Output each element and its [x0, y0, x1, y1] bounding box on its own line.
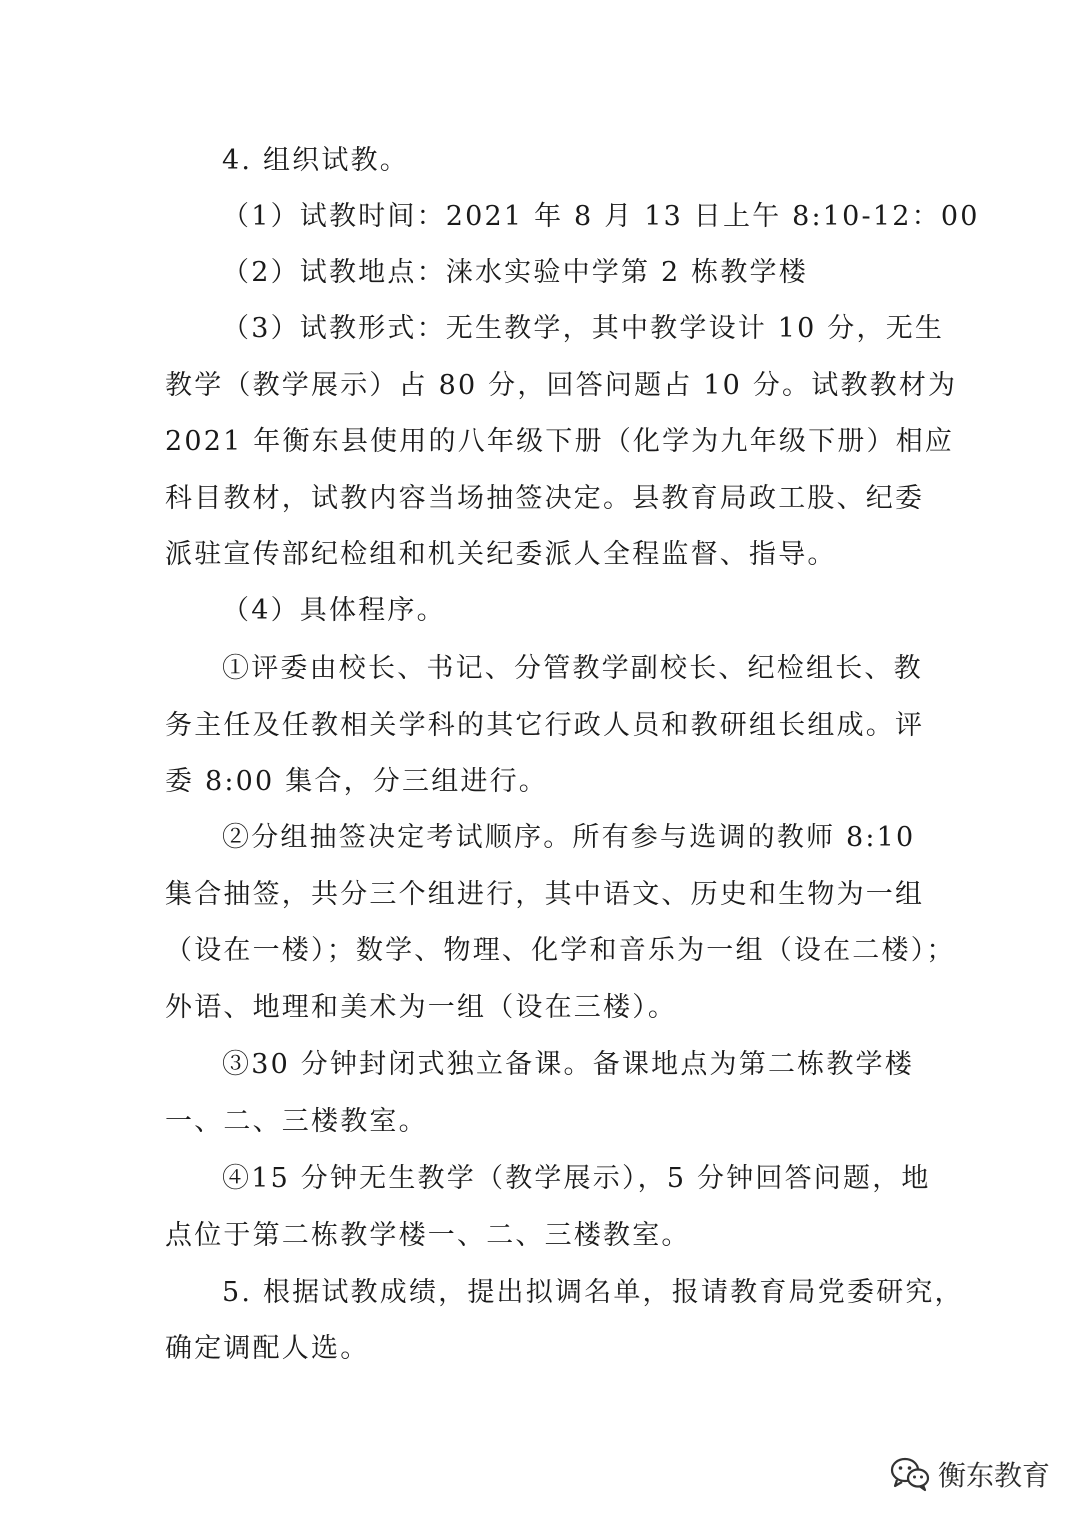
paragraph-line: （4）具体程序。: [222, 595, 446, 626]
paragraph-line: 外语、地理和美术为一组（设在三楼）。: [165, 992, 678, 1023]
paragraph-line: 集合抽签，共分三个组进行，其中语文、历史和生物为一组: [165, 879, 925, 910]
paragraph-line: 点位于第二栋教学楼一、二、三楼教室。: [165, 1220, 691, 1251]
paragraph-line: 4. 组织试教。: [222, 145, 409, 176]
paragraph-line: （设在一楼）；数学、物理、化学和音乐为一组（设在二楼）；: [165, 935, 956, 966]
paragraph-line: 派驻宣传部纪检组和机关纪委派人全程监督、指导。: [165, 539, 837, 570]
paragraph-line: ②分组抽签决定考试顺序。所有参与选调的教师 8:10: [222, 822, 916, 853]
paragraph-line: ④15 分钟无生教学（教学展示），5 分钟回答问题，地: [222, 1163, 931, 1194]
paragraph-line: ③30 分钟封闭式独立备课。备课地点为第二栋教学楼: [222, 1049, 914, 1080]
paragraph-line: 2021 年衡东县使用的八年级下册（化学为九年级下册）相应: [165, 426, 955, 457]
paragraph-line: 务主任及任教相关学科的其它行政人员和教研组长组成。评: [165, 710, 925, 741]
paragraph-line: 5. 根据试教成绩，提出拟调名单，报请教育局党委研究，: [222, 1277, 964, 1308]
watermark-text: 衡东教育: [937, 1459, 1050, 1492]
paragraph-line: ①评委由校长、书记、分管教学副校长、纪检组长、教: [222, 653, 923, 684]
paragraph-line: （3）试教形式：无生教学，其中教学设计 10 分，无生: [222, 313, 945, 344]
paragraph-line: 委 8:00 集合，分三组进行。: [165, 766, 548, 797]
watermark: [890, 1454, 1050, 1494]
paragraph-line: 科目教材，试教内容当场抽签决定。县教育局政工股、纪委: [165, 483, 925, 514]
paragraph-line: （2）试教地点：涞水实验中学第 2 栋教学楼: [222, 257, 808, 288]
paragraph-line: 确定调配人选。: [165, 1333, 370, 1364]
wechat-icon: [890, 1456, 930, 1492]
paragraph-line: （1）试教时间：2021 年 8 月 13 日上午 8:10-12：00: [222, 201, 980, 232]
paragraph-line: 教学（教学展示）占 80 分，回答问题占 10 分。试教教材为: [165, 370, 958, 401]
paragraph-line: 一、二、三楼教室。: [165, 1106, 428, 1137]
